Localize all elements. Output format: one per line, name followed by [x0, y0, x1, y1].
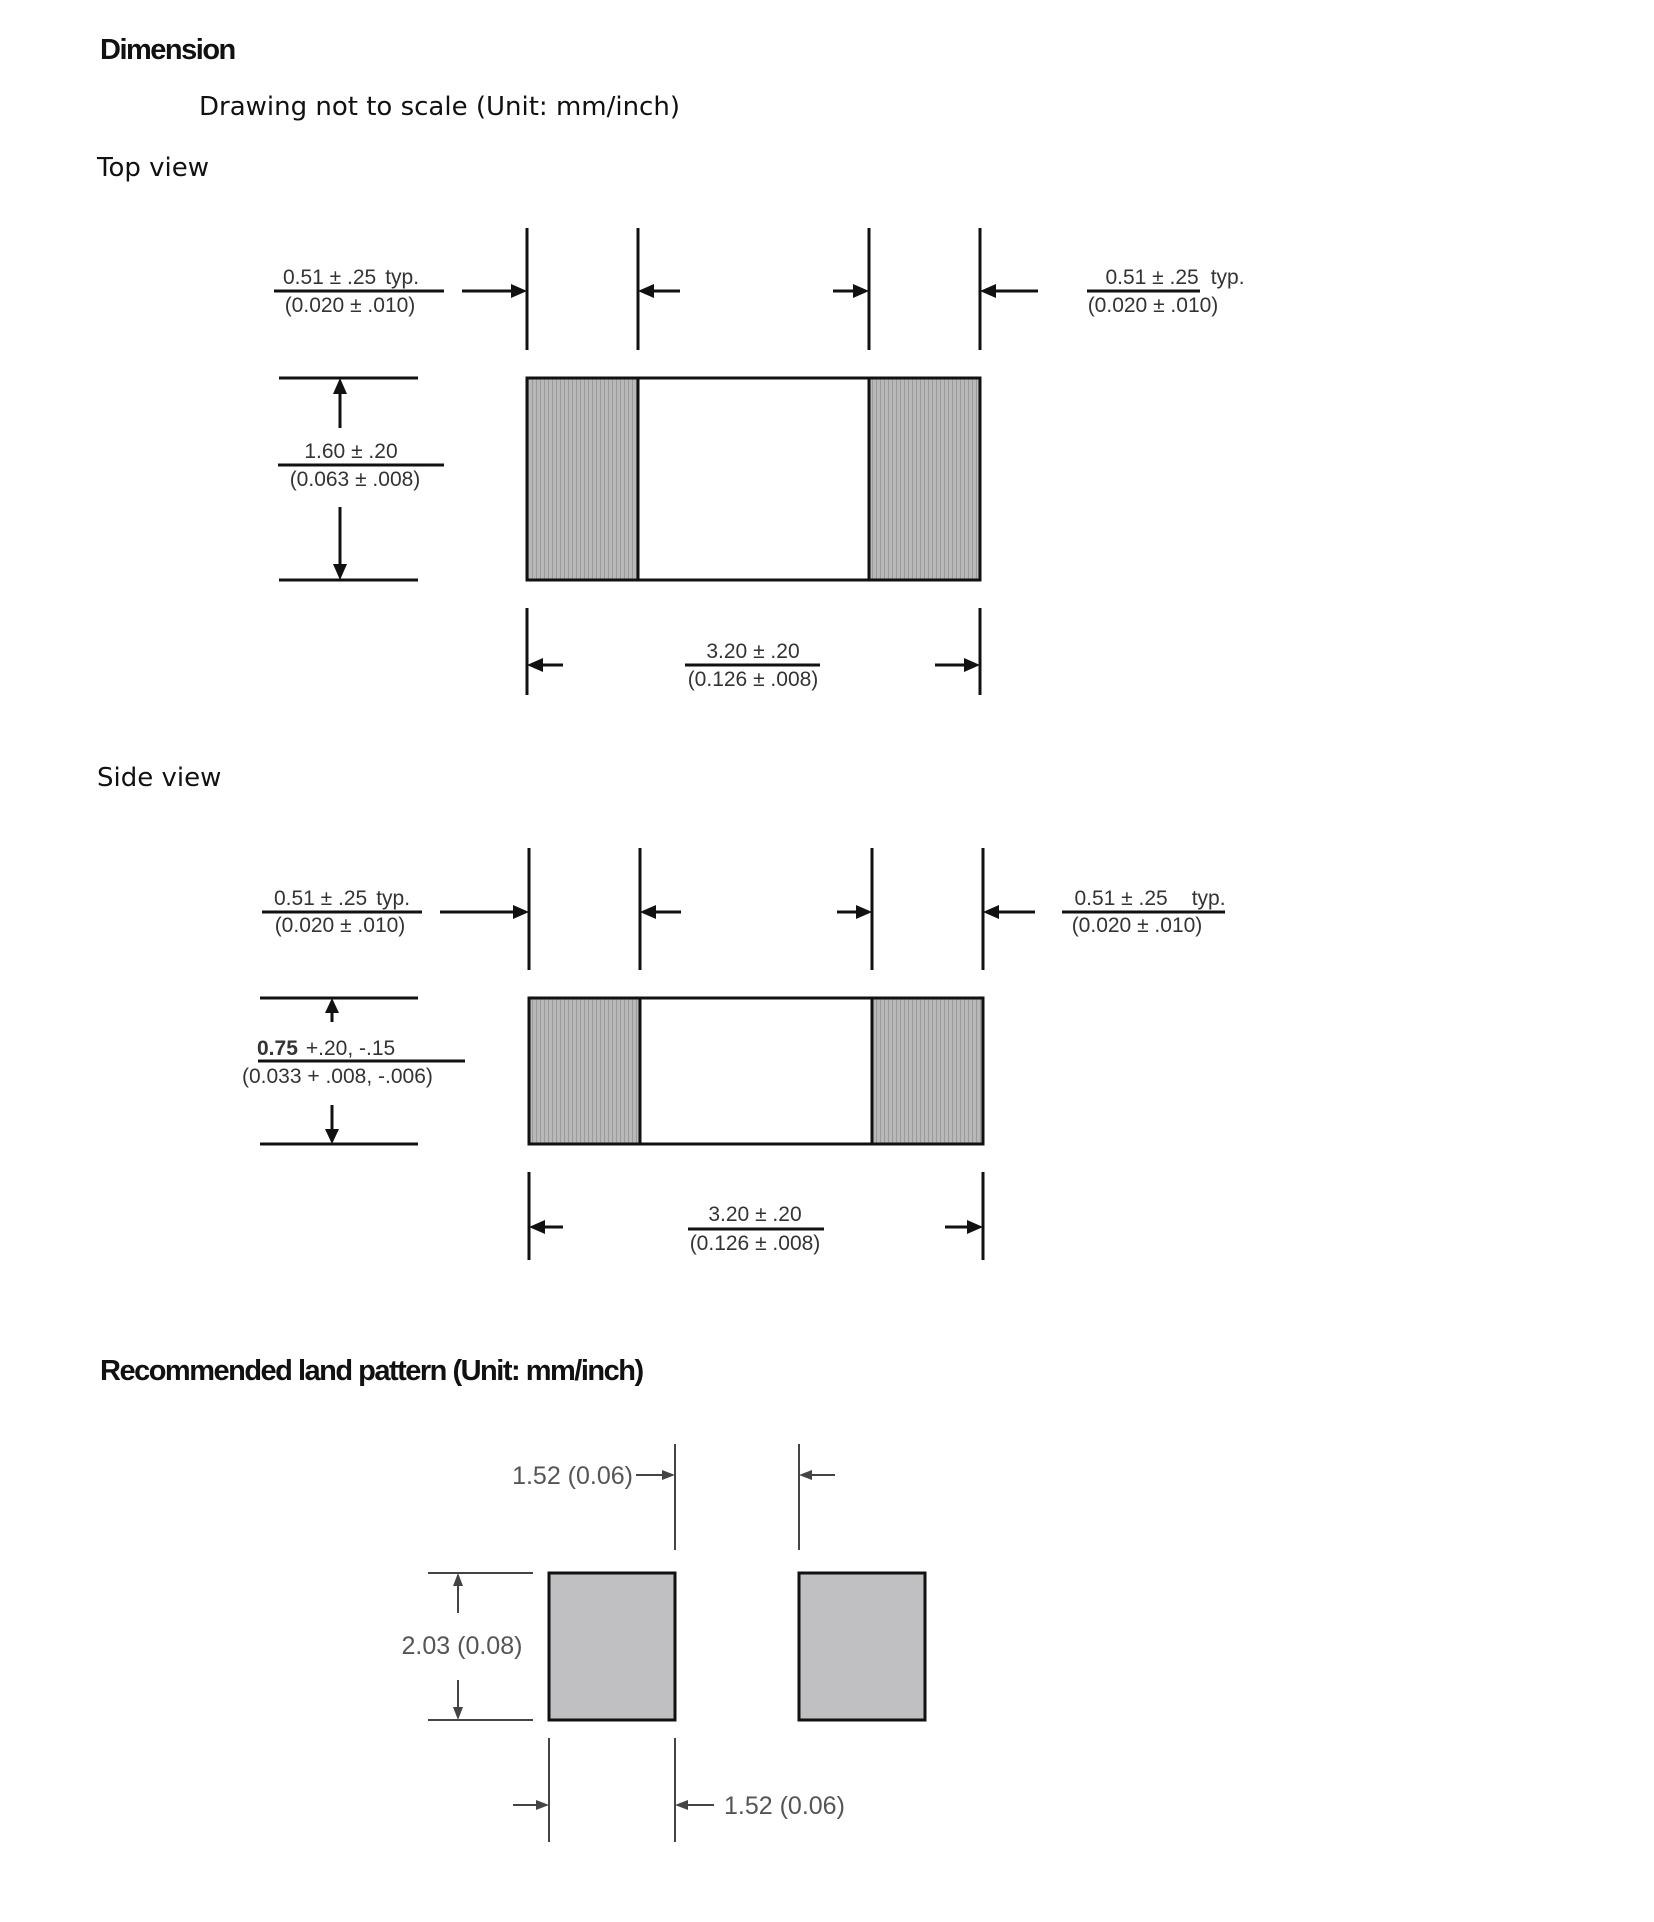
side-right-terminal	[872, 998, 983, 1144]
land-pad-height-label: 2.03 (0.08)	[401, 1632, 523, 1660]
side-height-mm: 0.75 +.20, -.15	[257, 1037, 396, 1060]
side-view-label: Side view	[97, 763, 222, 793]
side-length-mm: 3.20 ± .20	[708, 1203, 802, 1226]
top-left-terminal	[527, 378, 638, 580]
top-view-drawing	[274, 228, 1245, 695]
top-left-term-in: (0.020 ± .010)	[284, 294, 416, 317]
top-view-label: Top view	[97, 153, 210, 183]
top-width-in: (0.063 ± .008)	[289, 468, 421, 491]
land-pad-width-label: 1.52 (0.06)	[724, 1792, 845, 1820]
top-right-term-mm: 0.51 ± .25 typ.	[1105, 266, 1245, 289]
side-length-in: (0.126 ± .008)	[689, 1232, 821, 1255]
side-height-in: (0.033 + .008, -.006)	[242, 1065, 433, 1088]
side-right-term-mm: 0.51 ± .25 typ.	[1074, 887, 1226, 910]
drawing-note: Drawing not to scale (Unit: mm/inch)	[199, 92, 680, 122]
land-pad-right	[799, 1573, 925, 1720]
land-pattern-drawing	[402, 1444, 925, 1842]
side-left-term-mm: 0.51 ± .25 typ.	[273, 887, 411, 910]
top-length-in: (0.126 ± .008)	[687, 668, 819, 691]
side-left-terminal	[529, 998, 640, 1144]
top-width-mm: 1.60 ± .20	[304, 440, 398, 463]
dimension-heading: Dimension	[100, 34, 235, 66]
side-right-term-in: (0.020 ± .010)	[1071, 914, 1203, 937]
top-right-terminal	[869, 378, 980, 580]
top-length-mm: 3.20 ± .20	[706, 640, 800, 663]
side-left-term-in: (0.020 ± .010)	[274, 914, 406, 937]
land-pattern-heading: Recommended land pattern (Unit: mm/inch)	[100, 1355, 643, 1387]
top-left-term-mm: 0.51 ± .25 typ.	[282, 266, 420, 289]
top-right-term-in: (0.020 ± .010)	[1087, 294, 1219, 317]
land-gap-label: 1.52 (0.06)	[512, 1462, 633, 1490]
land-pad-left	[549, 1573, 675, 1720]
side-view-drawing	[242, 848, 1226, 1260]
